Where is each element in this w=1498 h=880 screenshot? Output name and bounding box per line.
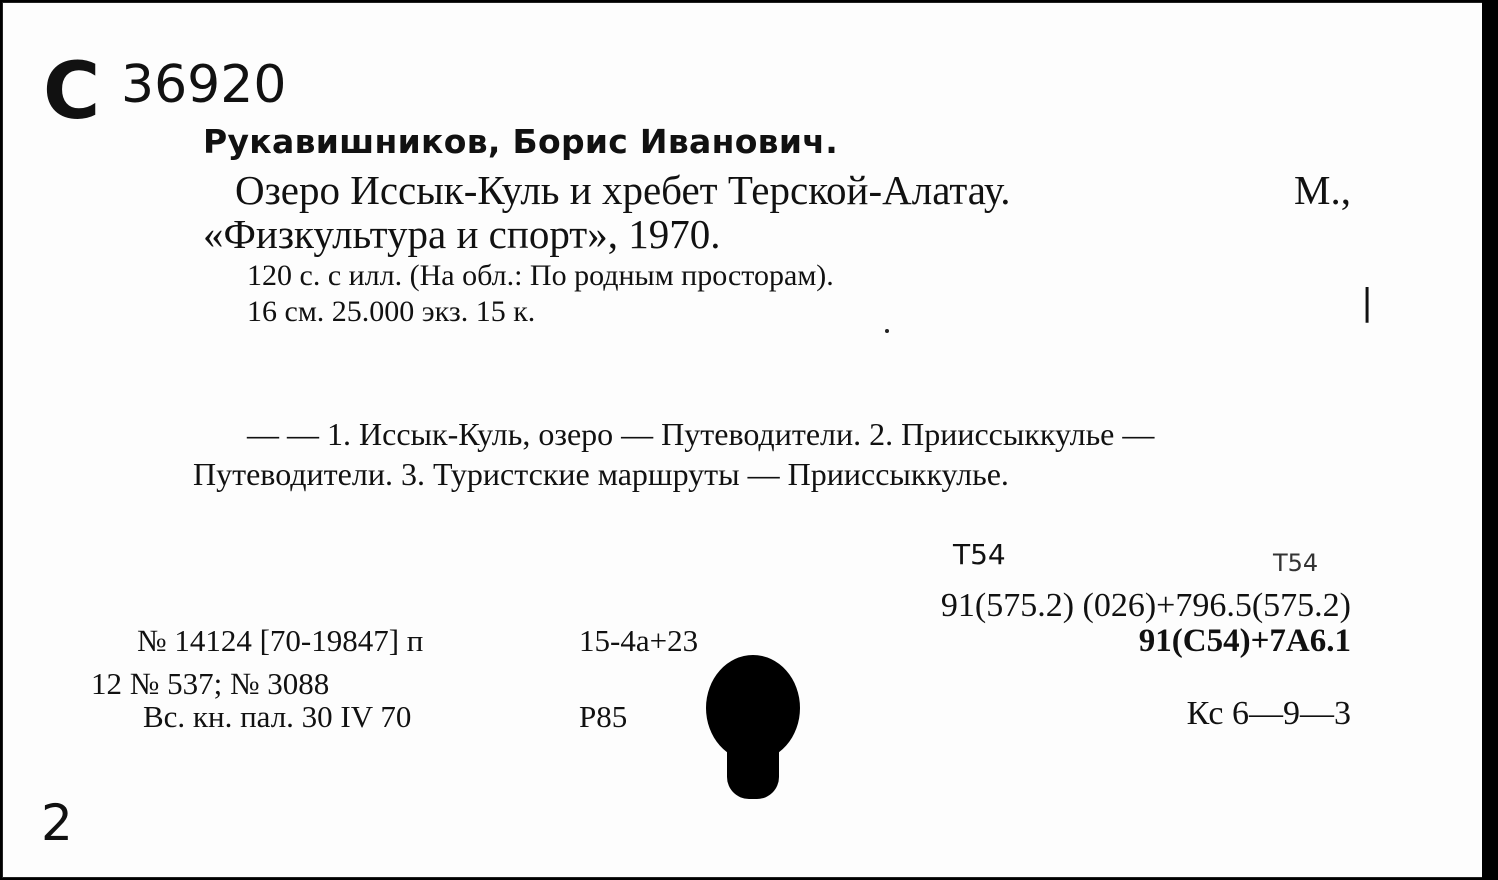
- punch-hole-stem: [727, 751, 779, 799]
- subjects-line-2: Путеводители. 3. Туристские маршруты — Прииссыккулье.: [193, 456, 1009, 492]
- publication-city: М.,: [1294, 167, 1351, 213]
- title-line-2: «Физкультура и спорт», 1970.: [203, 211, 721, 257]
- date-line: Вс. кн. пал. 30 IV 70: [143, 699, 412, 734]
- format-line: 15-4а+23: [579, 623, 699, 658]
- author-sign: Р85: [579, 699, 628, 734]
- punch-hole: [706, 655, 800, 761]
- collation-line-1: 120 с. с илл. (На обл.: По родным просторам).: [247, 259, 834, 292]
- ink-dot: [885, 329, 889, 333]
- handwritten-tick: |: [1361, 282, 1374, 323]
- subjects-line-1: — — 1. Иссык-Куль, озеро — Путеводители. 2. Прииссыккулье —: [247, 416, 1155, 452]
- call-letter: С: [43, 47, 101, 137]
- call-number: 36920: [121, 55, 287, 115]
- catalog-card: [2, 2, 1484, 878]
- order-line: № 14124 [70-19847] п: [137, 623, 424, 658]
- author-heading: Рукавишников, Борис Иванович.: [203, 122, 839, 161]
- kc-code: Кс 6—9—3: [1186, 695, 1351, 732]
- classification-2: 91(С54)+7А6.1: [1138, 623, 1351, 659]
- title-line-1: Озеро Иссык-Куль и хребет Терской-Алатау.: [235, 167, 1011, 213]
- scan-edge: [1482, 0, 1498, 880]
- classification-1: 91(575.2) (026)+796.5(575.2): [940, 587, 1351, 624]
- handwritten-mark-2: Т54: [1273, 549, 1319, 577]
- handwritten-mark-1: Т54: [953, 538, 1006, 571]
- collation-line-2: 16 см. 25.000 экз. 15 к.: [247, 295, 536, 328]
- handwritten-number: 2: [41, 794, 73, 852]
- registry-line: 12 № 537; № 3088: [91, 666, 330, 701]
